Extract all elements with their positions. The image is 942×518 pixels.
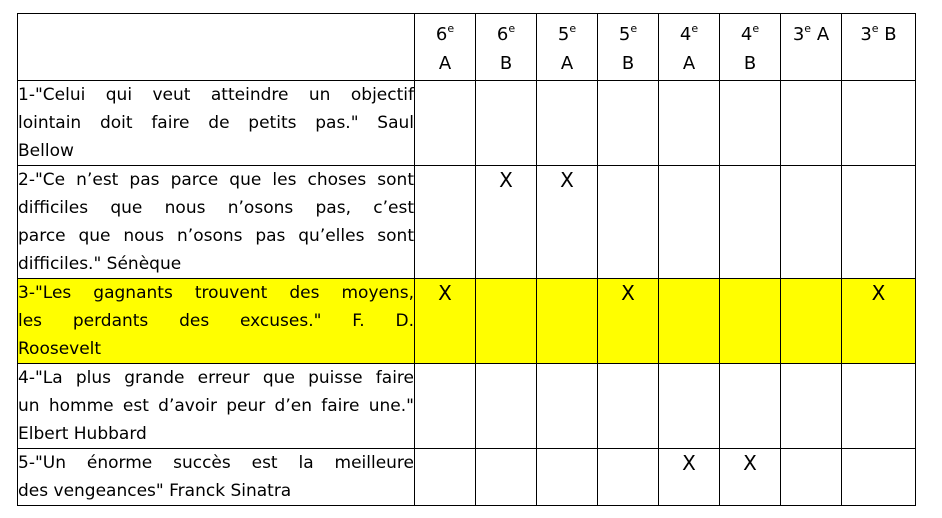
table-row [18,81,916,166]
mark-cell [842,364,916,449]
grade-suffix: e [447,22,455,35]
class-header-4a [659,14,720,81]
mark-cell [720,279,781,364]
quote-line: 5-"Un énorme succès est la meilleure [18,453,414,473]
class-header-4b [720,14,781,81]
mark-cell: X [659,449,720,506]
mark-cell [659,166,720,279]
mark-cell [476,364,537,449]
table-row [18,364,916,449]
quote-cell [18,279,415,364]
class-header-3b [842,14,916,81]
quote-cell [18,449,415,506]
table-row [18,449,916,506]
class-letter: B [621,53,635,74]
mark-cell [720,364,781,449]
class-letter: B [884,24,897,45]
mark-cell [720,81,781,166]
mark-cell [476,449,537,506]
mark-cell: X [415,279,476,364]
quote-line: 4-"La plus grande erreur que puisse faire [18,368,414,388]
class-header-5a [537,14,598,81]
grade-suffix: e [569,22,577,35]
mark-cell [720,166,781,279]
mark-cell [476,279,537,364]
mark-cell [598,166,659,279]
mark-cell: X [842,279,916,364]
mark-cell [842,449,916,506]
quotes-table [17,13,916,506]
grade-suffix: e [508,22,516,35]
class-header-6b [476,14,537,81]
quote-line: lointain doit faire de petits pas." Saul [18,113,414,133]
quote-line: un homme est d’avoir peur d’en faire une." [18,396,414,416]
mark-cell [659,279,720,364]
grade-suffix: e [630,22,638,35]
class-header-5b [598,14,659,81]
mark-cell [415,364,476,449]
mark-cell [476,81,537,166]
mark-cell [537,81,598,166]
mark-cell [415,81,476,166]
quote-line: les perdants des excuses." F. D. [18,311,414,331]
table-header-row [18,14,916,81]
class-header-3a [781,14,842,81]
mark-cell: X [720,449,781,506]
quote-line: 1-"Celui qui veut atteindre un objectif [18,85,414,105]
class-letter: A [816,24,830,45]
grade-number: 4 [679,24,692,45]
mark-cell [781,449,842,506]
class-header-6a [415,14,476,81]
mark-cell [842,81,916,166]
mark-cell [781,279,842,364]
grade-number: 5 [557,24,570,45]
header-empty-cell [18,14,415,81]
mark-cell [659,364,720,449]
mark-cell: X [476,166,537,279]
mark-cell [537,279,598,364]
mark-cell: X [598,279,659,364]
class-letter: A [560,53,574,74]
quote-line: Roosevelt [18,339,102,359]
quote-line: des vengeances" Franck Sinatra [18,481,292,501]
quote-line: parce que nous n’osons pas qu’elles sont [18,226,414,246]
quote-cell [18,166,415,279]
grade-number: 3 [792,24,805,45]
class-letter: B [499,53,513,74]
mark-cell [781,81,842,166]
grade-suffix: e [691,22,699,35]
mark-cell [598,81,659,166]
mark-cell [781,364,842,449]
class-letter: B [743,53,757,74]
grade-number: 3 [860,24,872,45]
mark-cell [842,166,916,279]
table-row-highlighted [18,279,916,364]
mark-cell [537,364,598,449]
grade-number: 6 [435,24,448,45]
mark-cell [598,449,659,506]
mark-cell [415,166,476,279]
quote-line: 2-"Ce n’est pas parce que les choses sont [18,170,414,190]
quote-line: Elbert Hubbard [18,424,147,444]
mark-cell [659,81,720,166]
class-letter: A [438,53,452,74]
table-row [18,166,916,279]
quote-line: 3-"Les gagnants trouvent des moyens, [18,283,414,303]
mark-cell [598,364,659,449]
grade-suffix: e [752,22,760,35]
grade-number: 4 [740,24,753,45]
mark-cell [537,449,598,506]
quote-line: Bellow [18,141,74,161]
quote-cell [18,364,415,449]
quote-line: difficiles que nous n’osons pas, c’est [18,198,414,218]
quote-line: difficiles." Sénèque [18,254,182,274]
mark-cell [781,166,842,279]
grade-suffix: e [871,22,879,35]
grade-number: 5 [618,24,631,45]
class-letter: A [682,53,696,74]
grade-suffix: e [804,22,812,35]
mark-cell [415,449,476,506]
quote-cell [18,81,415,166]
mark-cell: X [537,166,598,279]
grade-number: 6 [496,24,509,45]
